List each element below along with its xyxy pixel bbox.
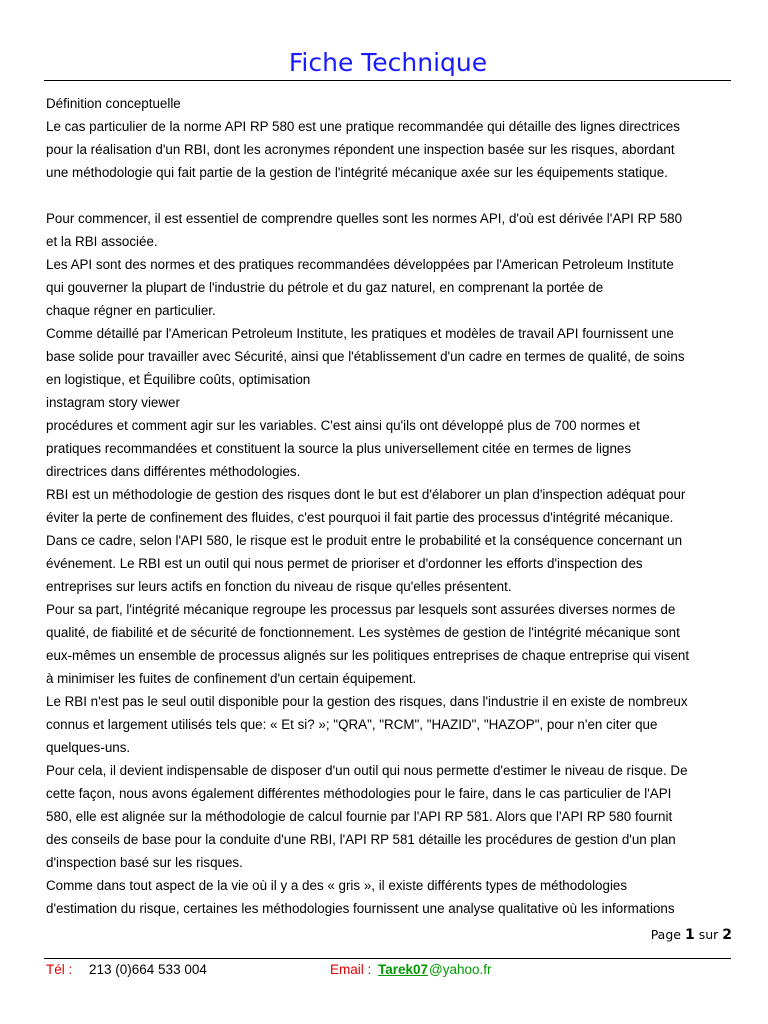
body-line: des conseils de base pour la conduite d'une RBI, l'API RP 581 détaille les procédures de gestion d'un plan: [46, 832, 676, 847]
body-line: à minimiser les fuites de confinement d'un certain équipement.: [46, 671, 417, 686]
body-line: procédures et comment agir sur les variables. C'est ainsi qu'ils ont développé plus de 700 normes et: [46, 418, 640, 433]
body-line: en logistique, et Équilibre coûts, optimisation: [46, 372, 311, 387]
body-line: base solide pour travailler avec Sécurité, ainsi que l'établissement d'un cadre en termes de qualité, de soins: [46, 349, 685, 364]
body-line: qualité, de fiabilité et de sécurité de fonctionnement. Les systèmes de gestion de l'intégrité mécanique sont: [46, 625, 680, 640]
body-line: Pour commencer, il est essentiel de comprendre quelles sont les normes API, d'où est dérivée l'API RP 580: [46, 211, 683, 226]
body-line: connus et largement utilisés tels que: « Et si? »; "QRA", "RCM", "HAZID", "HAZOP", pour n'en citer que: [46, 717, 658, 732]
body-line: Pour sa part, l'intégrité mécanique regroupe les processus par lesquels sont assurées diverses normes de: [46, 602, 676, 617]
body-line: directrices dans différentes méthodologies.: [46, 464, 301, 479]
body-line: Dans ce cadre, selon l'API 580, le risque est le produit entre le probabilité et la conséquence concernant un: [46, 533, 683, 548]
tel-value: 213 (0)664 533 004: [89, 962, 207, 977]
body-line: 580, elle est alignée sur la méthodologie de calcul fournie par l'API RP 581. Alors que l'API RP 580 fournit: [46, 809, 673, 824]
footer: [46, 960, 736, 980]
body-line: quelques-uns.: [46, 740, 131, 755]
email-link-domain[interactable]: @yahoo.fr: [429, 962, 492, 977]
body-line: Le RBI n'est pas le seul outil disponible pour la gestion des risques, dans l'industrie il en existe de nombreux: [46, 694, 688, 709]
body-line: qui gouverner la plupart de l'industrie du pétrole et du gaz naturel, en comprenant la portée de: [46, 280, 604, 295]
body-line: eux-mêmes un ensemble de processus alignés sur les politiques entreprises de chaque entreprise qui visent: [46, 648, 690, 663]
footer-divider: [44, 958, 731, 959]
email-link-user[interactable]: Tarek07: [378, 962, 429, 977]
page-title: Fiche Technique: [288, 48, 488, 77]
email-label: Email :: [330, 962, 372, 977]
body-line: Comme dans tout aspect de la vie où il y a des « gris », il existe différents types de méthodologies: [46, 878, 628, 893]
body-line: événement. Le RBI est un outil qui nous permet de prioriser et d'ordonner les efforts d'inspection des: [46, 556, 643, 571]
body-line: Comme détaillé par l'American Petroleum Institute, les pratiques et modèles de travail API fournissent une: [46, 326, 674, 341]
body-line: pratiques recommandées et constituent la source la plus universellement citée en termes de lignes: [46, 441, 632, 456]
page-separator: sur: [698, 927, 719, 942]
current-page: 1: [684, 927, 695, 943]
document-body: [46, 92, 736, 920]
body-line: pour la réalisation d'un RBI, dont les acronymes répondent une inspection basée sur les risques, abordant: [46, 142, 675, 157]
total-pages: 2: [722, 927, 732, 943]
body-line: cette façon, nous avons également différentes méthodologies pour le faire, dans le cas particulier de l'API: [46, 786, 672, 801]
body-line: Pour cela, il devient indispensable de disposer d'un outil qui nous permette d'estimer le niveau de risque. De: [46, 763, 688, 778]
body-line: et la RBI associée.: [46, 234, 158, 249]
body-line: entreprises sur leurs actifs en fonction du niveau de risque qu'elles présentent.: [46, 579, 512, 594]
body-line: éviter la perte de confinement des fluides, c'est pourquoi il fait partie des processus d'intégrité mécanique.: [46, 510, 674, 525]
body-line: Définition conceptuelle: [46, 96, 181, 111]
body-line: Le cas particulier de la norme API RP 580 est une pratique recommandée qui détaille des lignes directrices: [46, 119, 680, 134]
page-prefix: Page: [650, 927, 681, 942]
tel-label: Tél :: [46, 962, 73, 977]
body-line: une méthodologie qui fait partie de la gestion de l'intégrité mécanique axée sur les équipements statique.: [46, 165, 668, 180]
body-line: instagram story viewer: [46, 395, 180, 410]
body-line: RBI est un méthodologie de gestion des risques dont le but est d'élaborer un plan d'inspection adéquat pour: [46, 487, 686, 502]
body-line: [46, 184, 736, 207]
body-line: d'estimation du risque, certaines les méthodologies fournissent une analyse qualitative où les informations: [46, 901, 675, 916]
body-line: d'inspection basé sur les risques.: [46, 855, 243, 870]
header-divider: [44, 80, 731, 81]
page-number: [651, 925, 732, 945]
body-line: Les API sont des normes et des pratiques recommandées développées par l'American Petroleum Institute: [46, 257, 674, 272]
body-line: chaque régner en particulier.: [46, 303, 216, 318]
